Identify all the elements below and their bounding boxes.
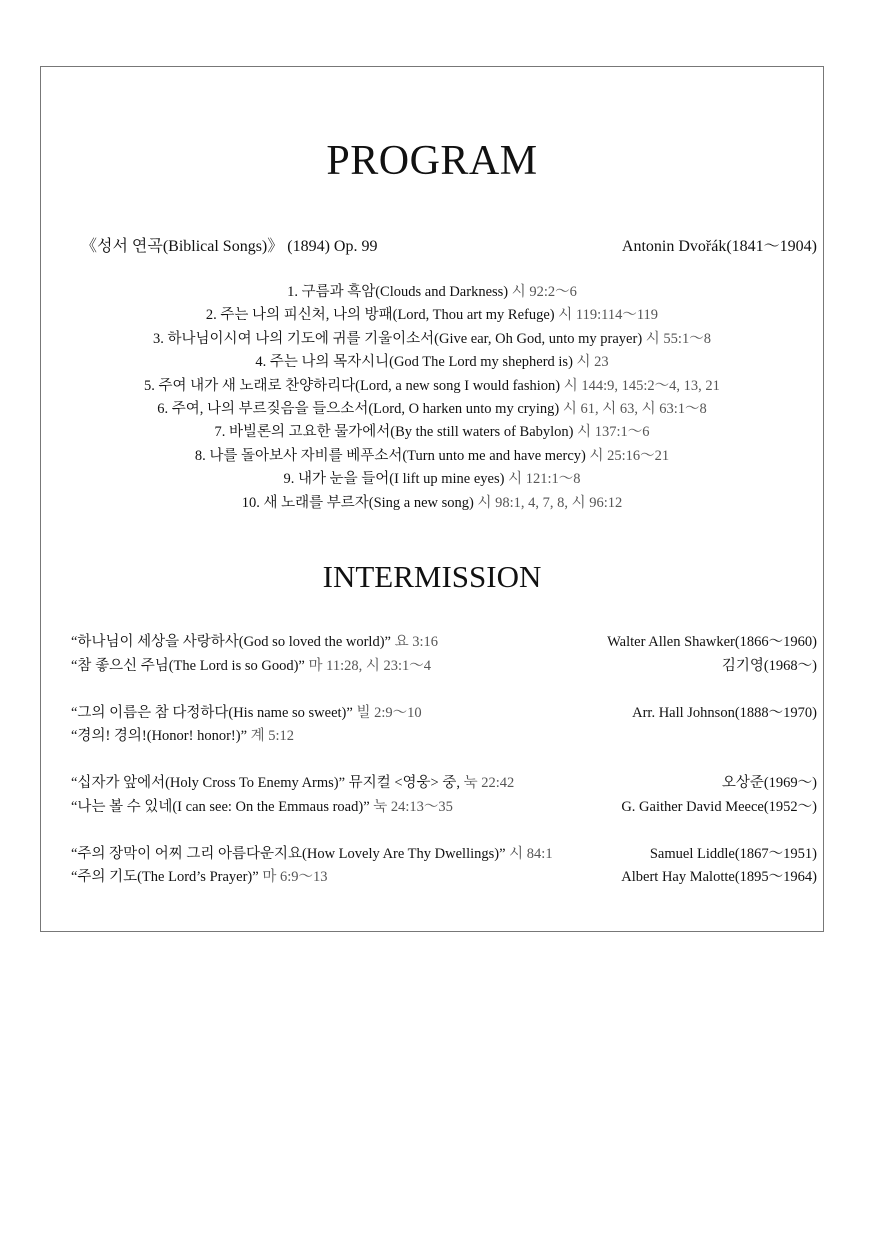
program-title: PROGRAM: [326, 138, 538, 184]
piece-composer: 김기영(1968～): [721, 657, 817, 674]
song-item: [41, 492, 823, 515]
scripture-ref: 마 6:9～13: [262, 869, 328, 885]
song-title: 4. 주는 나의 목자시니(God The Lord my shepherd is): [255, 354, 573, 371]
work-composer: Antonin Dvořák(1841～1904): [621, 238, 817, 255]
song-list: [41, 281, 823, 515]
piece-title: “경의! 경의!(Honor! honor!)”: [71, 728, 247, 744]
piece-title: “나는 볼 수 있네(I can see: On the Emmaus road)”: [71, 798, 370, 815]
song-title: 7. 바빌론의 고요한 물가에서(By the still waters of Babylon): [214, 424, 574, 441]
scripture-ref: 시 121:1～8: [508, 471, 581, 488]
scripture-ref: 눅 24:13～35: [373, 798, 453, 815]
song-item: [41, 468, 823, 491]
piece-group: [71, 843, 817, 890]
song-item: [41, 375, 823, 398]
song-title: 8. 나를 돌아보사 자비를 베푸소서(Turn unto me and have mercy): [194, 447, 586, 464]
scripture-ref: 시 137:1～6: [577, 424, 650, 441]
scripture-ref: 시 25:16～21: [589, 447, 670, 464]
intermission-title: INTERMISSION: [322, 559, 542, 594]
song-item: [41, 421, 823, 444]
piece-composer: G. Gaither David Meece(1952～): [621, 798, 817, 815]
piece-composer: 오상준(1969～): [721, 775, 817, 791]
scripture-ref: 마 11:28, 시 23:1～4: [308, 657, 432, 674]
scripture-ref: 시 119:114～119: [558, 307, 659, 324]
piece-row: [71, 702, 817, 726]
piece-composer: Albert Hay Malotte(1895～1964): [621, 869, 817, 885]
piece-row: [71, 631, 817, 655]
piece-row: [71, 772, 817, 796]
song-title: 2. 주는 나의 피신처, 나의 방패(Lord, Thou art my Refuge): [205, 307, 555, 324]
piece-row: [71, 843, 817, 867]
piece-composer: Samuel Liddle(1867～1951): [649, 845, 817, 862]
scripture-ref: 시 55:1～8: [645, 330, 711, 347]
scripture-ref: 빌 2:9～10: [356, 704, 422, 721]
song-item: [41, 304, 823, 327]
piece-row: [71, 866, 817, 890]
scripture-ref: 시 98:1, 4, 7, 8, 시 96:12: [477, 494, 623, 511]
program-frame: [40, 66, 824, 932]
piece-row: [71, 796, 817, 820]
piece-title: “그의 이름은 참 다정하다(His name so sweet)”: [71, 704, 353, 721]
song-title: 10. 새 노래를 부르자(Sing a new song): [241, 494, 474, 511]
scripture-ref: 계 5:12: [250, 728, 295, 744]
song-title: 1. 구름과 흑암(Clouds and Darkness): [287, 284, 509, 300]
piece-row: [71, 725, 817, 749]
scripture-ref: 시 84:1: [509, 845, 553, 862]
piece-group: [71, 631, 817, 678]
piece-title: “참 좋으신 주님(The Lord is so Good)”: [71, 657, 305, 674]
piece-title: “하나님이 세상을 사랑하사(God so loved the world)”: [71, 634, 391, 650]
scripture-ref: 시 92:2～6: [511, 284, 577, 300]
scripture-ref: 시 23: [576, 354, 609, 371]
song-item: [41, 445, 823, 468]
piece-composer: Arr. Hall Johnson(1888～1970): [632, 704, 817, 721]
piece-title: “주의 장막이 어찌 그리 아름다운지요(How Lovely Are Thy Dwellings)”: [71, 845, 506, 862]
song-title: 6. 주여, 나의 부르짖음을 들으소서(Lord, O harken unto my crying): [157, 400, 560, 417]
song-title: 9. 내가 눈을 들어(I lift up mine eyes): [283, 471, 505, 488]
song-title: 5. 주여 내가 새 노래로 찬양하리다(Lord, a new song I would fashion): [144, 377, 561, 394]
song-title: 3. 하나님이시여 나의 기도에 귀를 기울이소서(Give ear, Oh God, unto my prayer): [153, 330, 643, 347]
scripture-ref: 시 61, 시 63, 시 63:1～8: [562, 400, 707, 417]
second-half-pieces: [71, 631, 817, 913]
scripture-ref: 요 3:16: [394, 634, 439, 650]
song-item: [41, 398, 823, 421]
song-item: [41, 328, 823, 351]
scripture-ref: 시 144:9, 145:2～4, 13, 21: [563, 377, 720, 394]
piece-group: [71, 702, 817, 749]
piece-row: [71, 655, 817, 679]
work-heading: [81, 233, 817, 256]
work-title: 《성서 연곡(Biblical Songs)》 (1894) Op. 99: [81, 238, 378, 255]
piece-title: “십자가 앞에서(Holy Cross To Enemy Arms)” 뮤지컬 <영웅> 중,: [71, 775, 460, 791]
piece-group: [71, 772, 817, 819]
piece-title: “주의 기도(The Lord’s Prayer)”: [71, 869, 259, 885]
song-item: [41, 281, 823, 304]
song-item: [41, 351, 823, 374]
piece-composer: Walter Allen Shawker(1866～1960): [607, 634, 817, 650]
scripture-ref: 눅 22:42: [463, 775, 515, 791]
